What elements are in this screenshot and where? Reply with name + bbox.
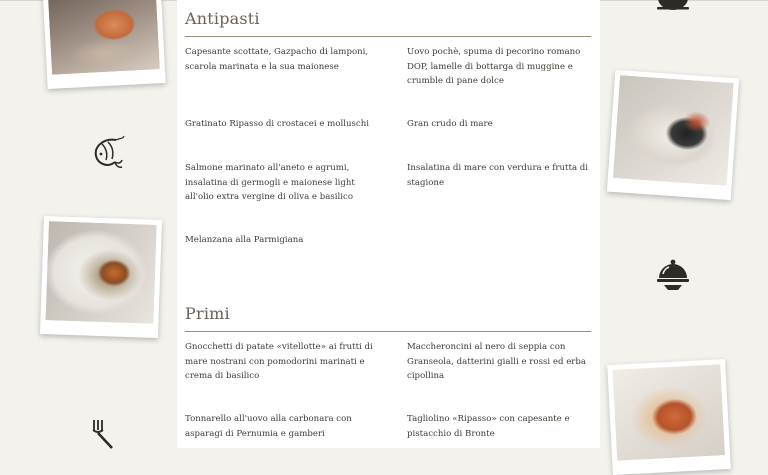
- section-divider: [185, 36, 591, 37]
- section-title-primi: Primi: [185, 304, 230, 323]
- dish-item: Tonnarello all'uovo alla carbonara con asparagi di Pernumia e gamberi: [185, 414, 352, 439]
- dish-item: Uovo pochè, spuma di pecorino romano DOP, lamelle di bottarga di muggine e crumble di pane dolce: [407, 47, 581, 87]
- section-divider: [185, 331, 591, 332]
- dish-item: Maccheroncini al nero di seppia con Granseola, datterini gialli e rossi ed erba cipollina: [407, 342, 587, 382]
- section-title-antipasti: Antipasti: [185, 9, 260, 28]
- paccheri-photo: [40, 216, 162, 338]
- dish-item: Gnocchetti di patate «vitellotte» ai frutti di mare nostrani con pomodorini marinati e crema di basilico: [185, 342, 373, 382]
- gnocchi-photo: [607, 359, 731, 475]
- shrimp-icon: [88, 132, 128, 172]
- dish-item: Gratinato Ripasso di crostacei e molluschi: [185, 119, 370, 129]
- dish-item: Melanzana alla Parmigiana: [185, 235, 304, 245]
- dish-item: Salmone marinato all'aneto e agrumi, insalatina di germogli e maionese light all'olio extra vergine di oliva e basilico: [185, 163, 355, 203]
- cloche-icon: [654, 256, 692, 294]
- dish-item: Gran crudo di mare: [407, 119, 493, 129]
- dish-item: Tagliolino «Ripasso» con capesante e pistacchio di Bronte: [407, 414, 570, 439]
- dish-item: Capesante scottate, Gazpacho di lamponi, scarola marinata e la sua maionese: [185, 47, 369, 72]
- plate-icon: [655, 0, 691, 12]
- dish-item: Insalatina di mare con verdura e frutta di stagione: [407, 163, 589, 188]
- fork-icon: [86, 418, 122, 450]
- squid-ink-pasta-photo: [607, 70, 739, 200]
- crab-dish-photo: [42, 0, 165, 89]
